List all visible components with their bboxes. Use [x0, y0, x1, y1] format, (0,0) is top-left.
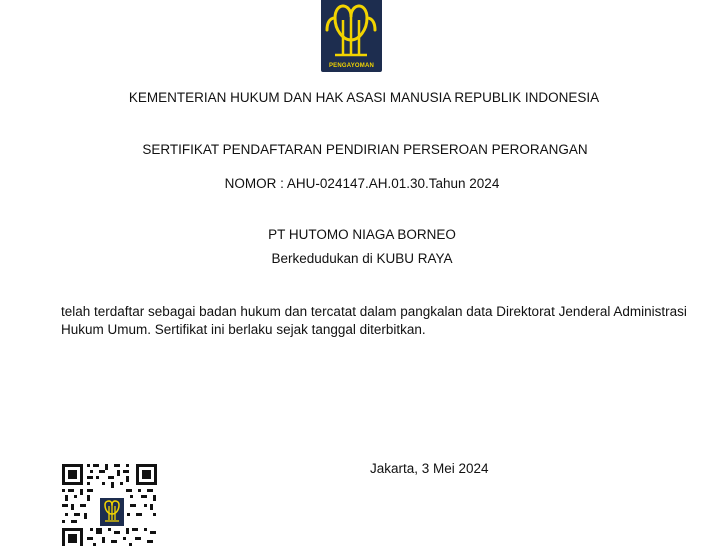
- ministry-name: KEMENTERIAN HUKUM DAN HAK ASASI MANUSIA REPUBLIK INDONESIA: [128, 90, 600, 105]
- banyan-tree-emblem-icon: [321, 0, 382, 72]
- certificate-number: NOMOR : AHU-024147.AH.01.30.Tahun 2024: [224, 176, 500, 191]
- ministry-emblem: [321, 0, 382, 72]
- certificate-title: SERTIFIKAT PENDAFTARAN PENDIRIAN PERSEROAN PERORANGAN: [142, 142, 588, 157]
- registration-statement: telah terdaftar sebagai badan hukum dan tercatat dalam pangkalan data Direktorat Jenderal Administrasi Hukum Umum. Sertifikat ini berlaku sejak tanggal diterbitkan.: [61, 304, 687, 337]
- emblem-label: PENGAYOMAN: [328, 63, 375, 69]
- verification-qr[interactable]: [60, 462, 159, 546]
- qr-center-emblem: [98, 496, 126, 528]
- banyan-tree-emblem-icon: [100, 498, 124, 526]
- company-name: PT HUTOMO NIAGA BORNEO: [268, 227, 456, 242]
- company-domicile: Berkedudukan di KUBU RAYA: [271, 251, 453, 266]
- issue-place-date: Jakarta, 3 Mei 2024: [370, 461, 489, 476]
